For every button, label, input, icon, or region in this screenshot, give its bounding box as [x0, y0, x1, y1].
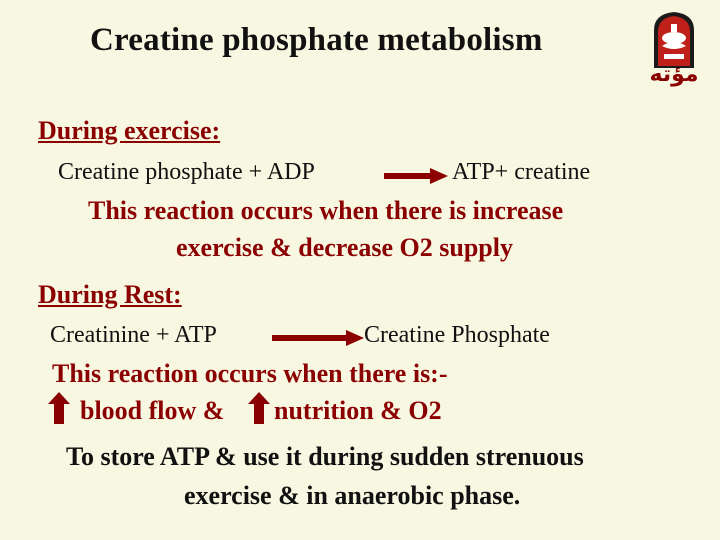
page-title: Creatine phosphate metabolism	[90, 22, 543, 58]
rest-item-blood: blood flow &	[80, 396, 225, 425]
purpose-line2: exercise & in anaerobic phase.	[184, 481, 521, 510]
logo-caption: مؤته	[649, 62, 699, 87]
exercise-product: ATP+ creatine	[452, 159, 591, 185]
rest-heading: During Rest:	[38, 280, 182, 309]
exercise-note-line1: This reaction occurs when there is increase	[88, 196, 564, 225]
exercise-heading: During exercise:	[38, 116, 221, 145]
rest-product: Creatine Phosphate	[364, 322, 550, 348]
up-arrow-icon	[248, 392, 270, 424]
exercise-reactant: Creatine phosphate + ADP	[58, 159, 315, 185]
up-arrow-icon	[48, 392, 70, 424]
exercise-note-line2: exercise & decrease O2 supply	[176, 233, 513, 262]
purpose-line1: To store ATP & use it during sudden strenuous	[66, 442, 584, 471]
rest-note-line1: This reaction occurs when there is:-	[52, 359, 448, 388]
rest-item-nutrition: nutrition & O2	[274, 396, 442, 425]
exercise-reaction-arrow	[384, 168, 448, 184]
rest-reactant: Creatinine + ATP	[50, 322, 217, 348]
rest-reaction-arrow	[272, 330, 364, 346]
